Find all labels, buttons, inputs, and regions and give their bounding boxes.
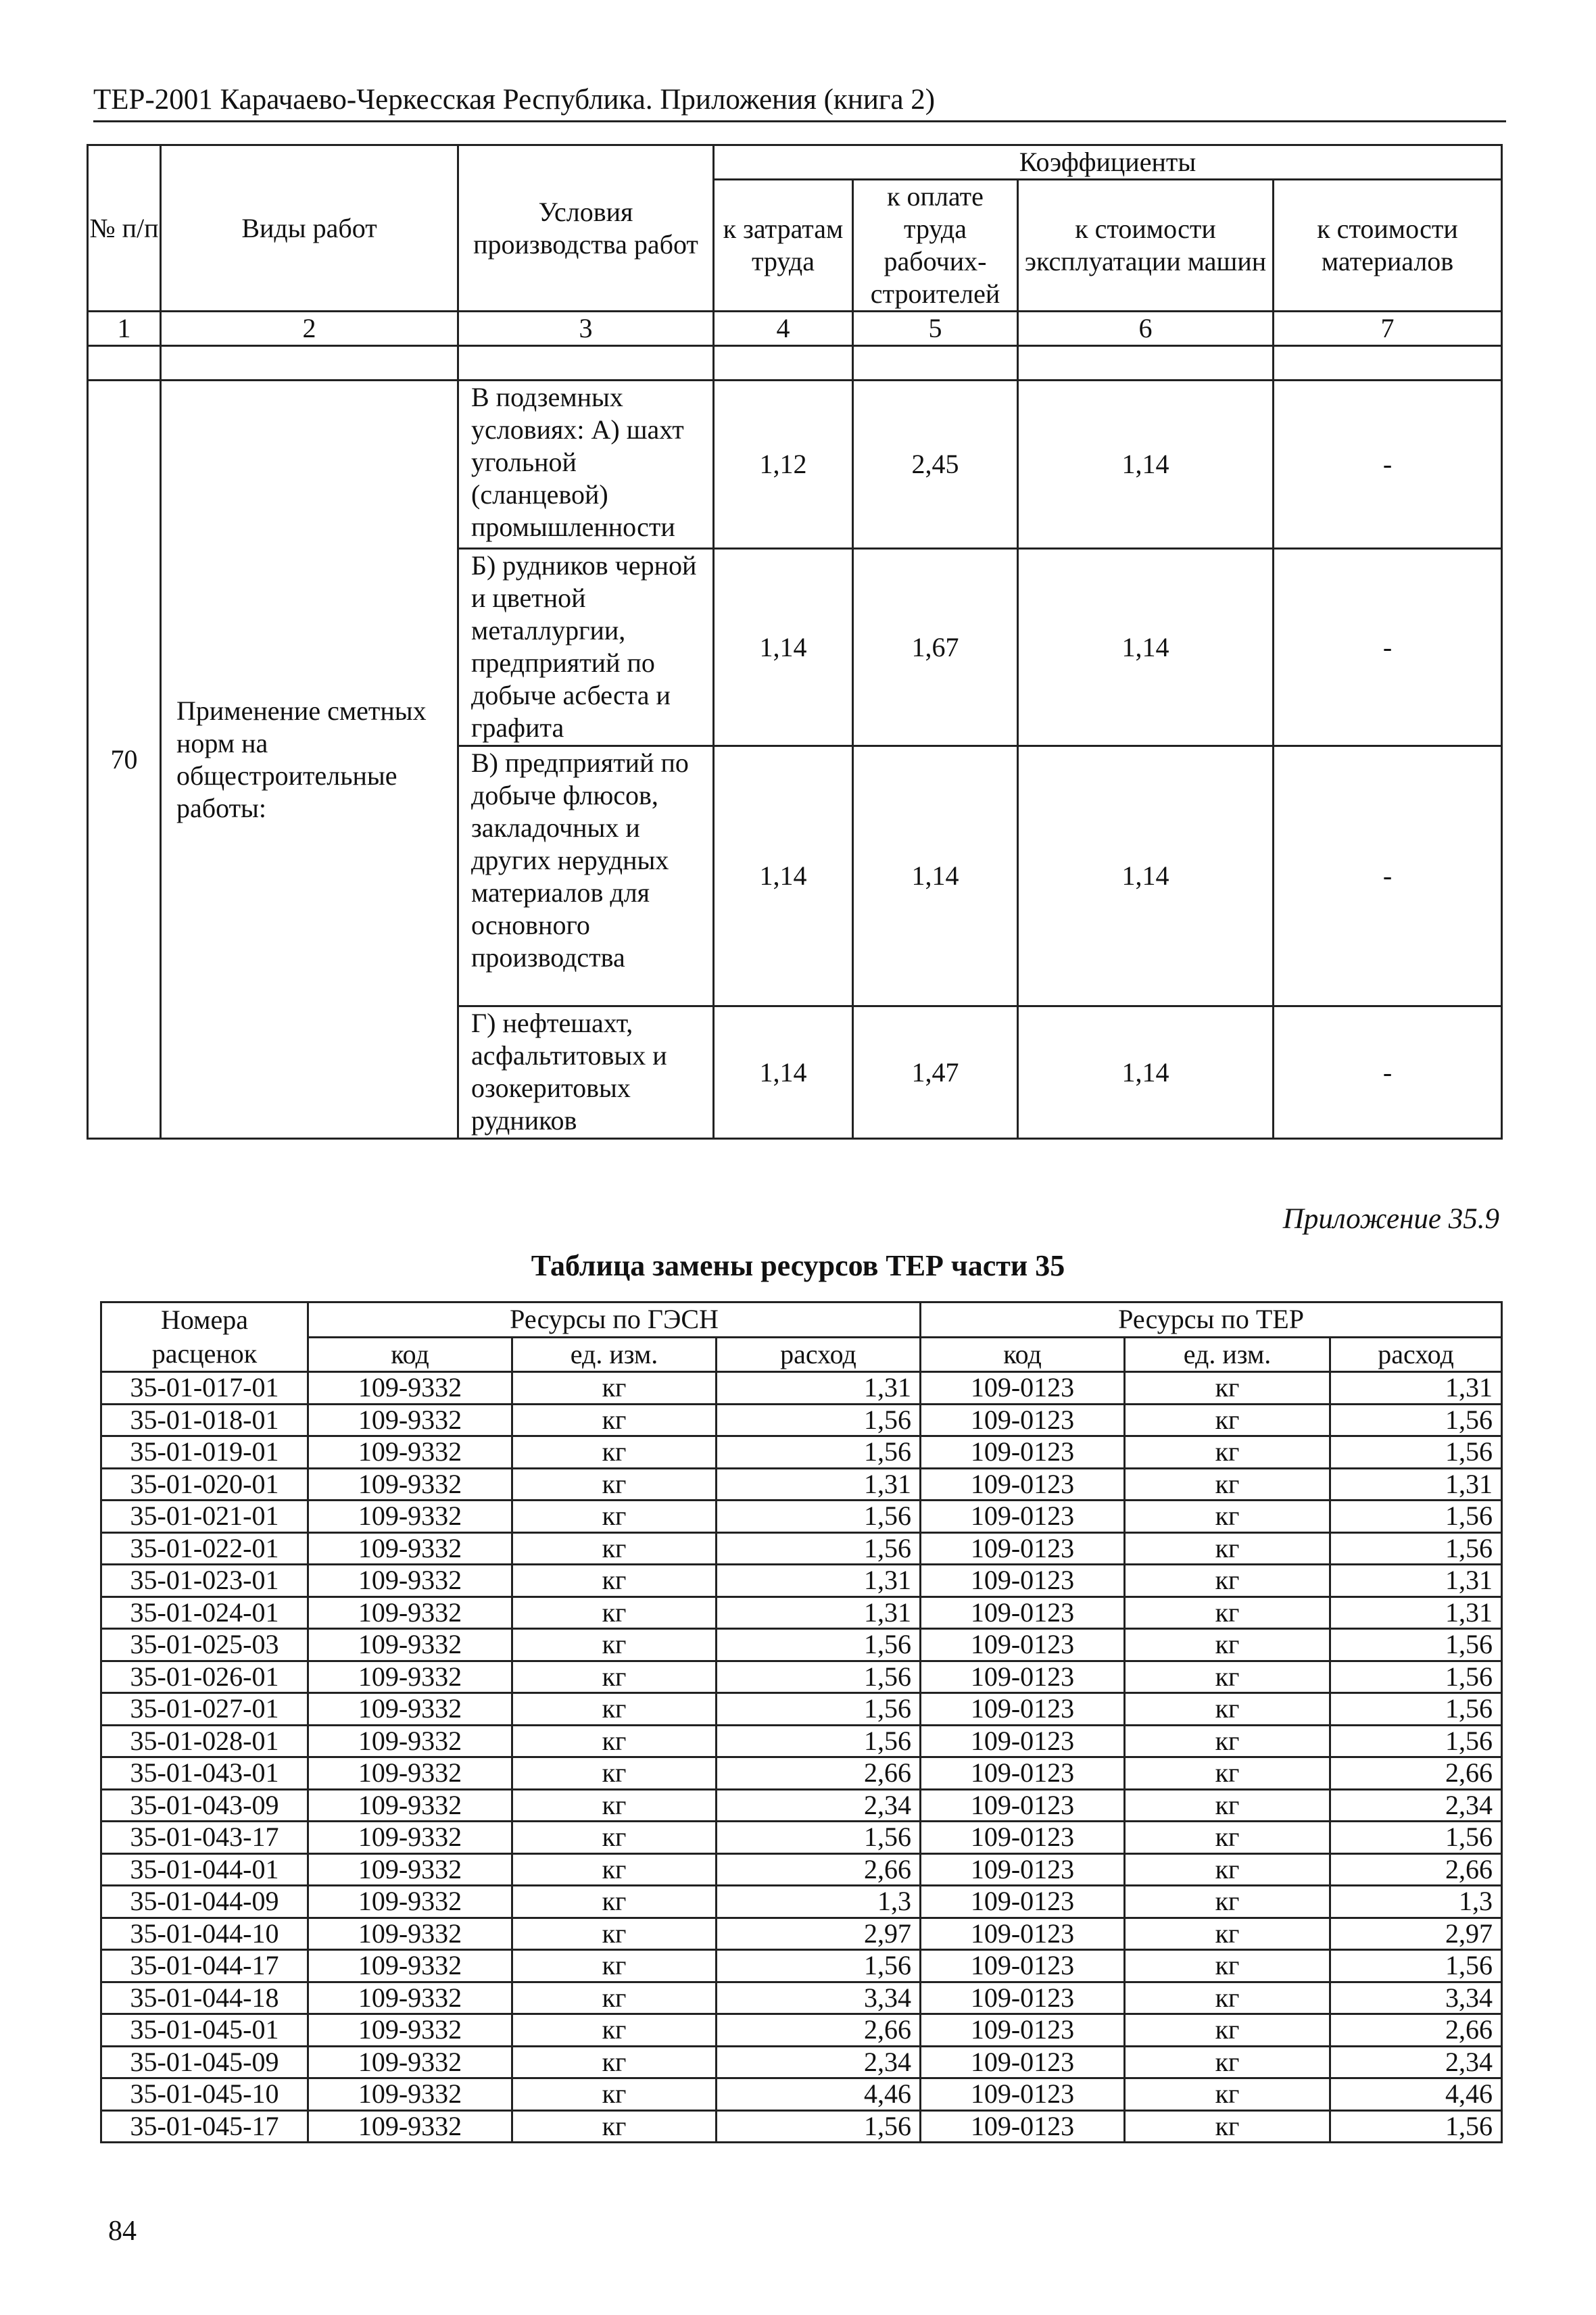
gesn-code: 109-9332 [308,1950,512,1982]
ter-amount: 1,56 [1330,1501,1502,1533]
table-row [101,1853,1502,1886]
rate-number: 35-01-044-17 [101,1950,308,1982]
ter-amount: 1,3 [1330,1886,1502,1918]
header-amount: расход [717,1337,921,1372]
item-number: 70 [88,381,161,1139]
header-machine-cost: к стоимости эксплуатации машин [1018,180,1274,312]
ter-amount: 3,34 [1330,1982,1502,2014]
ter-amount: 1,56 [1330,1532,1502,1565]
header-rates: Номера расценок [101,1302,308,1372]
table-row [101,1982,1502,2014]
table-row [101,1822,1502,1854]
table-row [101,1565,1502,1597]
gesn-unit: кг [512,1468,717,1501]
ter-unit: кг [1125,1918,1330,1950]
labor-coef: 1,12 [714,381,853,549]
ter-amount: 1,56 [1330,1822,1502,1854]
gesn-amount: 1,56 [717,1822,921,1854]
ter-unit: кг [1125,1565,1330,1597]
table-row [101,1372,1502,1405]
gesn-amount: 4,46 [717,2078,921,2111]
ter-amount: 1,31 [1330,1372,1502,1405]
material-coef: - [1274,746,1502,1006]
ter-code: 109-0123 [921,1725,1125,1757]
ter-unit: кг [1125,1629,1330,1661]
gesn-amount: 1,31 [717,1372,921,1405]
ter-code: 109-0123 [921,1789,1125,1822]
ter-code: 109-0123 [921,1565,1125,1597]
gesn-amount: 1,56 [717,1661,921,1693]
gesn-unit: кг [512,1501,717,1533]
page-number: 84 [108,2216,137,2247]
gesn-amount: 1,3 [717,1886,921,1918]
table-row [101,1789,1502,1822]
column-number: 3 [458,312,714,346]
ter-amount: 1,31 [1330,1597,1502,1629]
ter-unit: кг [1125,1950,1330,1982]
gesn-amount: 1,56 [717,1629,921,1661]
table-row [101,1950,1502,1982]
gesn-amount: 1,56 [717,1404,921,1436]
table-row [101,1918,1502,1950]
header-code: код [308,1337,512,1372]
gesn-amount: 1,56 [717,1532,921,1565]
ter-unit: кг [1125,2046,1330,2078]
gesn-amount: 1,56 [717,1950,921,1982]
gesn-unit: кг [512,2046,717,2078]
ter-unit: кг [1125,2110,1330,2143]
table-row [101,1501,1502,1533]
gesn-unit: кг [512,1789,717,1822]
condition-cell: Г) нефтешахт, асфальтитовых и озокеритовых рудников [458,1006,714,1139]
rate-number: 35-01-045-10 [101,2078,308,2111]
header-material-cost: к стоимости материалов [1274,180,1502,312]
ter-amount: 2,66 [1330,2014,1502,2047]
ter-unit: кг [1125,1853,1330,1886]
rate-number: 35-01-024-01 [101,1597,308,1629]
gesn-amount: 1,31 [717,1597,921,1629]
header-coefficients: Коэффициенты [714,145,1502,180]
ter-amount: 1,56 [1330,2110,1502,2143]
rate-number: 35-01-043-09 [101,1789,308,1822]
ter-amount: 1,56 [1330,1629,1502,1661]
ter-amount: 1,56 [1330,1436,1502,1469]
ter-amount: 1,56 [1330,1661,1502,1693]
ter-code: 109-0123 [921,1822,1125,1854]
table-row [101,1757,1502,1790]
ter-code: 109-0123 [921,1532,1125,1565]
rate-number: 35-01-045-17 [101,2110,308,2143]
ter-code: 109-0123 [921,2014,1125,2047]
gesn-code: 109-9332 [308,2014,512,2047]
table-row [101,1468,1502,1501]
ter-unit: кг [1125,1725,1330,1757]
rate-number: 35-01-022-01 [101,1532,308,1565]
ter-unit: кг [1125,1404,1330,1436]
gesn-amount: 2,34 [717,2046,921,2078]
header-work-type: Виды работ [161,145,458,312]
ter-code: 109-0123 [921,2078,1125,2111]
machine-coef: 1,14 [1018,746,1274,1006]
gesn-unit: кг [512,1404,717,1436]
rate-number: 35-01-044-09 [101,1886,308,1918]
ter-code: 109-0123 [921,1436,1125,1469]
resource-table-body [101,1372,1502,2143]
gesn-code: 109-9332 [308,2046,512,2078]
header-code: код [921,1337,1125,1372]
rate-number: 35-01-021-01 [101,1501,308,1533]
ter-code: 109-0123 [921,1501,1125,1533]
table-row [88,381,1502,549]
header-unit: ед. изм. [512,1337,717,1372]
gesn-amount: 2,66 [717,2014,921,2047]
gesn-unit: кг [512,1597,717,1629]
gesn-amount: 2,66 [717,1853,921,1886]
gesn-unit: кг [512,1950,717,1982]
ter-unit: кг [1125,1757,1330,1790]
ter-amount: 2,66 [1330,1853,1502,1886]
ter-unit: кг [1125,2078,1330,2111]
gesn-amount: 1,56 [717,2110,921,2143]
ter-unit: кг [1125,2014,1330,2047]
gesn-code: 109-9332 [308,1532,512,1565]
table-row [101,1886,1502,1918]
ter-code: 109-0123 [921,2046,1125,2078]
column-number: 5 [853,312,1018,346]
ter-code: 109-0123 [921,2110,1125,2143]
header-ter: Ресурсы по ТЕР [921,1302,1502,1338]
labor-coef: 1,14 [714,549,853,746]
ter-code: 109-0123 [921,1886,1125,1918]
gesn-unit: кг [512,1822,717,1854]
ter-code: 109-0123 [921,1404,1125,1436]
blank-row [88,346,1502,381]
gesn-unit: кг [512,1757,717,1790]
ter-unit: кг [1125,1597,1330,1629]
ter-amount: 1,31 [1330,1565,1502,1597]
labor-coef: 1,14 [714,746,853,1006]
ter-amount: 2,66 [1330,1757,1502,1790]
condition-cell: В подземных условиях: А) шахт угольной (сланцевой) промышленности [458,381,714,549]
table-row [101,2110,1502,2143]
ter-unit: кг [1125,1436,1330,1469]
ter-amount: 1,56 [1330,1693,1502,1726]
material-coef: - [1274,549,1502,746]
column-number: 6 [1018,312,1274,346]
gesn-unit: кг [512,1436,717,1469]
ter-unit: кг [1125,1822,1330,1854]
ter-code: 109-0123 [921,1468,1125,1501]
table-row [101,2046,1502,2078]
ter-unit: кг [1125,1661,1330,1693]
header-worker-pay: к оплате труда рабочих-строителей [853,180,1018,312]
ter-amount: 2,97 [1330,1918,1502,1950]
gesn-amount: 1,31 [717,1565,921,1597]
gesn-code: 109-9332 [308,1886,512,1918]
gesn-unit: кг [512,1918,717,1950]
ter-unit: кг [1125,1372,1330,1405]
header-labor-costs: к затратам труда [714,180,853,312]
page-header: ТЕР-2001 Карачаево-Черкесская Республика. Приложения (книга 2) [93,82,1506,122]
rate-number: 35-01-025-03 [101,1629,308,1661]
gesn-code: 109-9332 [308,1757,512,1790]
gesn-amount: 2,97 [717,1918,921,1950]
gesn-unit: кг [512,1725,717,1757]
pay-coef: 2,45 [853,381,1018,549]
machine-coef: 1,14 [1018,549,1274,746]
rate-number: 35-01-045-09 [101,2046,308,2078]
gesn-unit: кг [512,1982,717,2014]
header-num: № п/п [88,145,161,312]
gesn-code: 109-9332 [308,2110,512,2143]
rate-number: 35-01-044-01 [101,1853,308,1886]
condition-cell: Б) рудников черной и цветной металлургии, предприятий по добыче асбеста и графита [458,549,714,746]
gesn-unit: кг [512,1629,717,1661]
gesn-code: 109-9332 [308,1789,512,1822]
machine-coef: 1,14 [1018,381,1274,549]
gesn-amount: 2,66 [717,1757,921,1790]
gesn-code: 109-9332 [308,1468,512,1501]
ter-code: 109-0123 [921,1950,1125,1982]
gesn-code: 109-9332 [308,2078,512,2111]
ter-code: 109-0123 [921,1982,1125,2014]
ter-code: 109-0123 [921,1757,1125,1790]
rate-number: 35-01-027-01 [101,1693,308,1726]
gesn-code: 109-9332 [308,1725,512,1757]
condition-cell: В) предприятий по добыче флюсов, закладочных и других нерудных материалов для основного производства [458,746,714,1006]
gesn-code: 109-9332 [308,1436,512,1469]
machine-coef: 1,14 [1018,1006,1274,1139]
gesn-amount: 1,56 [717,1725,921,1757]
rate-number: 35-01-043-01 [101,1757,308,1790]
gesn-amount: 1,56 [717,1436,921,1469]
gesn-code: 109-9332 [308,1501,512,1533]
gesn-code: 109-9332 [308,1404,512,1436]
gesn-code: 109-9332 [308,1372,512,1405]
pay-coef: 1,47 [853,1006,1018,1139]
ter-code: 109-0123 [921,1918,1125,1950]
rate-number: 35-01-043-17 [101,1822,308,1854]
table-row [101,2014,1502,2047]
gesn-amount: 2,34 [717,1789,921,1822]
material-coef: - [1274,381,1502,549]
gesn-code: 109-9332 [308,1629,512,1661]
gesn-amount: 1,56 [717,1501,921,1533]
column-number: 2 [161,312,458,346]
ter-code: 109-0123 [921,1629,1125,1661]
header-amount: расход [1330,1337,1502,1372]
rate-number: 35-01-019-01 [101,1436,308,1469]
gesn-unit: кг [512,1661,717,1693]
ter-amount: 1,56 [1330,1404,1502,1436]
ter-unit: кг [1125,1501,1330,1533]
ter-amount: 2,34 [1330,1789,1502,1822]
ter-code: 109-0123 [921,1372,1125,1405]
table-row [101,1532,1502,1565]
gesn-unit: кг [512,2110,717,2143]
ter-amount: 1,56 [1330,1950,1502,1982]
resource-replacement-table [100,1301,1503,2143]
column-number: 4 [714,312,853,346]
rate-number: 35-01-020-01 [101,1468,308,1501]
ter-unit: кг [1125,1982,1330,2014]
ter-code: 109-0123 [921,1693,1125,1726]
ter-code: 109-0123 [921,1661,1125,1693]
table-row [101,1404,1502,1436]
column-numbers-row [88,312,1502,346]
header-conditions: Условия производства работ [458,145,714,312]
table-title: Таблица замены ресурсов ТЕР части 35 [531,1249,1065,1282]
ter-code: 109-0123 [921,1853,1125,1886]
header-gesn: Ресурсы по ГЭСН [308,1302,921,1338]
gesn-code: 109-9332 [308,1918,512,1950]
pay-coef: 1,67 [853,549,1018,746]
table-row [101,2078,1502,2111]
table-row [101,1693,1502,1726]
gesn-unit: кг [512,1886,717,1918]
ter-unit: кг [1125,1789,1330,1822]
ter-unit: кг [1125,1886,1330,1918]
gesn-unit: кг [512,1532,717,1565]
rate-number: 35-01-045-01 [101,2014,308,2047]
labor-coef: 1,14 [714,1006,853,1139]
table-row [101,1629,1502,1661]
table-row [101,1661,1502,1693]
gesn-unit: кг [512,1565,717,1597]
column-number: 7 [1274,312,1502,346]
ter-amount: 1,31 [1330,1468,1502,1501]
gesn-unit: кг [512,1693,717,1726]
gesn-code: 109-9332 [308,1565,512,1597]
rate-number: 35-01-028-01 [101,1725,308,1757]
gesn-unit: кг [512,2014,717,2047]
material-coef: - [1274,1006,1502,1139]
ter-amount: 4,46 [1330,2078,1502,2111]
gesn-code: 109-9332 [308,1693,512,1726]
table-row [101,1597,1502,1629]
table-row [101,1436,1502,1469]
item-work-type: Применение сметных норм на общестроительные работы: [161,381,458,1139]
gesn-amount: 1,56 [717,1693,921,1726]
header-unit: ед. изм. [1125,1337,1330,1372]
table-row [101,1725,1502,1757]
ter-unit: кг [1125,1468,1330,1501]
column-number: 1 [88,312,161,346]
rate-number: 35-01-017-01 [101,1372,308,1405]
pay-coef: 1,14 [853,746,1018,1006]
gesn-unit: кг [512,1853,717,1886]
gesn-code: 109-9332 [308,1661,512,1693]
gesn-unit: кг [512,1372,717,1405]
ter-code: 109-0123 [921,1597,1125,1629]
gesn-unit: кг [512,2078,717,2111]
rate-number: 35-01-023-01 [101,1565,308,1597]
gesn-code: 109-9332 [308,1853,512,1886]
gesn-code: 109-9332 [308,1597,512,1629]
rate-number: 35-01-026-01 [101,1661,308,1693]
gesn-code: 109-9332 [308,1982,512,2014]
rate-number: 35-01-018-01 [101,1404,308,1436]
gesn-code: 109-9332 [308,1822,512,1854]
coefficients-table [87,144,1503,1140]
ter-unit: кг [1125,1532,1330,1565]
appendix-label: Приложение 35.9 [1282,1203,1499,1235]
ter-amount: 2,34 [1330,2046,1502,2078]
ter-amount: 1,56 [1330,1725,1502,1757]
rate-number: 35-01-044-10 [101,1918,308,1950]
gesn-amount: 3,34 [717,1982,921,2014]
gesn-amount: 1,31 [717,1468,921,1501]
ter-unit: кг [1125,1693,1330,1726]
rate-number: 35-01-044-18 [101,1982,308,2014]
